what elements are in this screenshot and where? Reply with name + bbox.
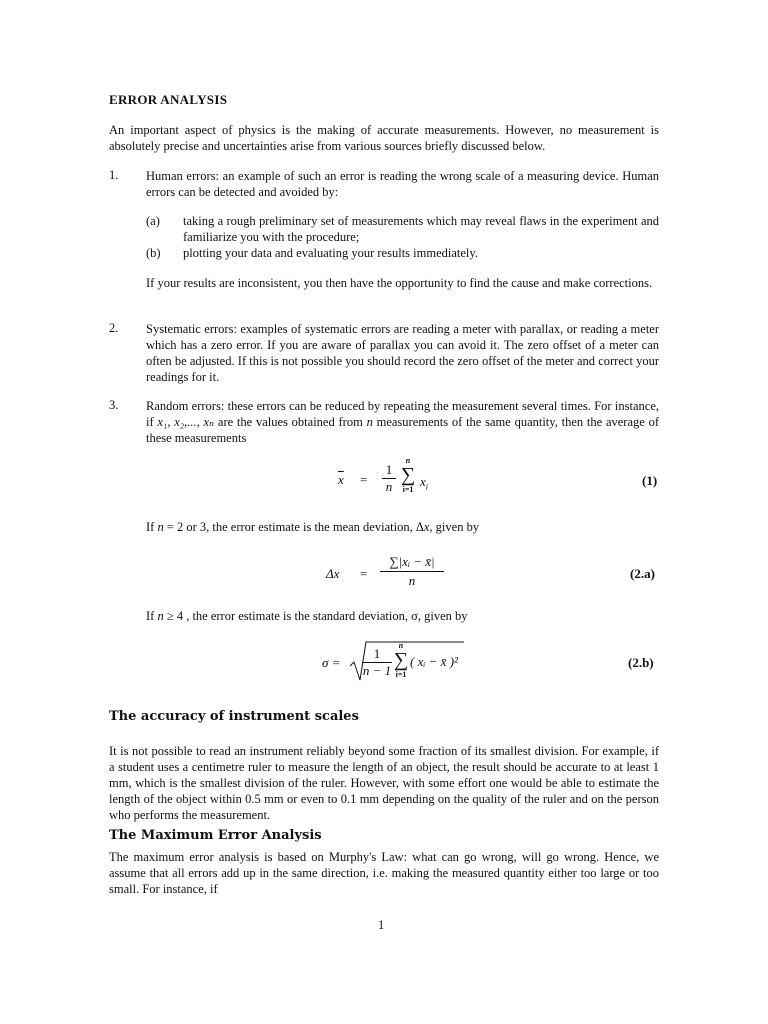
eq2a-label: (2.a) (630, 566, 655, 581)
intro-paragraph: An important aspect of physics is the making of accurate measurements. However, no measurement is absolutely precise and uncertainties arise from various sources briefly discussed below. (109, 123, 659, 153)
subitem-label-b: (b) (146, 246, 161, 260)
eq1-equals: = (360, 472, 368, 487)
sigma-symbol-2: ∑ (393, 649, 409, 671)
section-heading-scales: The accuracy of instrument scales (109, 709, 359, 724)
item-number-2: 2. (109, 321, 119, 335)
eq2b-label: (2.b) (628, 655, 654, 670)
eq1-label: (1) (642, 473, 658, 488)
subitem-label-a: (a) (146, 214, 160, 228)
eq2b-term: ( xᵢ − x̄ )² (410, 654, 458, 669)
section-heading-max-error: The Maximum Error Analysis (109, 828, 322, 843)
eq2a-lhs: Δx (326, 566, 340, 581)
subitem-text-b: plotting your data and evaluating your results immediately. (183, 246, 478, 260)
mean-dev-b: = 2 or 3, the error estimate is the mean deviation, Δ (163, 520, 424, 534)
eq2b-sum-bottom: i=1 (395, 670, 407, 679)
std-dev-a: If (146, 609, 158, 623)
item-text-2: Systematic errors: examples of systematic errors are reading a meter with parallax, or reading a meter which has a zero error. If you are aware of parallax you can avoid it. The zero offset of a meter can often be adjusted. If this is not possible you should record the zero offset of the meter and correct your readings for it. (146, 322, 659, 384)
eq1-sum-top: n (405, 456, 411, 465)
eq2b-fraction (362, 646, 392, 679)
page-number: 1 (378, 918, 385, 932)
section-body-max-error: The maximum error analysis is based on Murphy's Law: what can go wrong, will go wrong. Hence, we assume that all errors add up in the same direction, i.e. making the measured quantity either too large or too small. For instance, if (109, 850, 659, 896)
eq2b-lhs: σ = (322, 655, 341, 670)
eq1-term (420, 474, 428, 492)
item-text-3b: are the values obtained from (214, 415, 367, 429)
eq2a-numerator: ∑|xᵢ − x̄| (380, 553, 444, 572)
eq1-sum-bottom: i=1 (402, 485, 414, 494)
eq2b-denominator: n − 1 (362, 663, 392, 678)
item-text-1: Human errors: an example of such an error is reading the wrong scale of a measuring device. Human errors can be detected and avoided by: (146, 169, 659, 199)
std-dev-n: n (157, 609, 164, 623)
section-body-scales: It is not possible to read an instrument reliably beyond some fraction of its smallest division. For example, if a student uses a centimetre ruler to measure the length of an object, the result should be accurate to at least 1 mm, which is the smallest division of the ruler. However, with some effort one would be able to estimate the length of the object within 0.5 mm or even to 0.1 mm depending on the quality of the ruler and on the person who performs the measurement. (109, 744, 659, 822)
eq1-fraction (382, 462, 396, 495)
eq2a-denominator: n (408, 573, 416, 588)
variable-list: x₁, x₂,..., xₙ (157, 415, 215, 429)
item-text-3c: measurements of the same quantity, then the average of these measurements (146, 415, 659, 445)
eq2b-sum-top: n (398, 641, 404, 650)
eq2a-fraction (380, 553, 444, 590)
mean-dev-x: x (423, 520, 430, 534)
eq1-term-sub: i (425, 482, 429, 492)
item-text-3 (146, 398, 659, 446)
std-deviation-text (146, 608, 659, 624)
std-dev-b: ≥ 4 , the error estimate is the standard deviation, σ, given by (163, 609, 468, 623)
xbar: $\overline{x}$ (338, 472, 344, 487)
mean-deviation-text (146, 519, 659, 535)
mean-dev-a: If (146, 520, 158, 534)
eq1-term-x: x (420, 474, 426, 489)
eq2a-equals: = (360, 566, 368, 581)
item-number-1: 1. (109, 168, 119, 182)
item-followup-1: If your results are inconsistent, you then have the opportunity to find the cause and make corrections. (146, 276, 653, 290)
mean-dev-c: , given by (429, 520, 480, 534)
eq1-denominator: n (385, 479, 393, 494)
item-text-3a: Random errors: these errors can be reduced by repeating the measurement several times. For instance, if (146, 399, 659, 429)
eq1-sum (398, 456, 418, 494)
eq1-numerator: 1 (382, 462, 396, 479)
eq2b-sum (392, 641, 410, 679)
eq1-lhs (338, 472, 344, 488)
page-title: ERROR ANALYSIS (109, 92, 228, 107)
mean-dev-n: n (157, 520, 164, 534)
eq2b-numerator: 1 (362, 646, 392, 663)
item-number-3: 3. (109, 398, 119, 412)
subitem-text-a: taking a rough preliminary set of measurements which may reveal flaws in the experiment and familiarize you with the procedure; (183, 214, 659, 244)
sigma-symbol: ∑ (400, 464, 416, 486)
variable-n: n (366, 415, 373, 429)
